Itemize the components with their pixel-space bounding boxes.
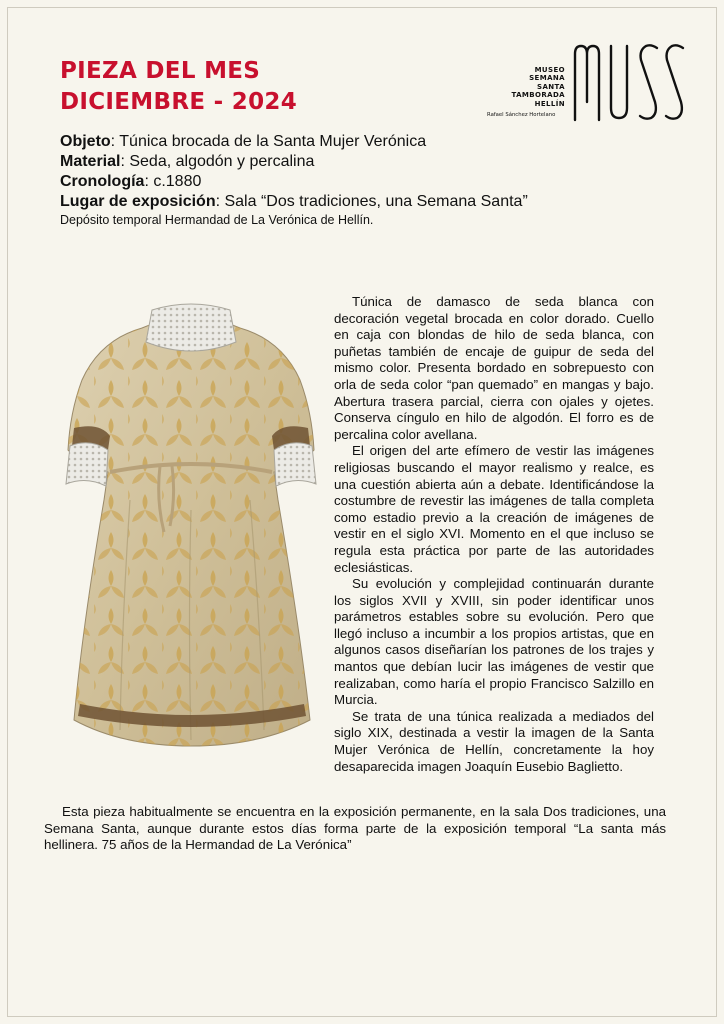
meta-label: Lugar de exposición [60, 193, 216, 210]
description-paragraph: Se trata de una túnica realizada a mediados del siglo XIX, destinada a vestir la imagen de la Santa Mujer Verónica de Hellín, concretamente la hoy desaparecida imagen Joaquín Eusebio Baglietto. [334, 708, 654, 774]
description-paragraph: El origen del arte efímero de vestir las imágenes religiosas buscando el mayor realismo y realce, es una cuestión abierta aún a debate. Identificándose la costumbre de revestir las imágenes de talla completa como estadio previo a la creación de imágenes de vestir en el siglo XVI. Momento en el que incluso se regula esta práctica por parte de las autoridades eclesiásticas. [334, 443, 654, 575]
meta-value: : Seda, algodón y percalina [120, 153, 315, 170]
logo-line: SEMANA [529, 74, 565, 83]
meta-deposito: Depósito temporal Hermandad de La Verónica de Hellín. [60, 213, 374, 227]
title-line-1: PIEZA DEL MES [60, 58, 261, 84]
logo-line: MUSEO [534, 66, 565, 74]
logo-line: HELLÍN [534, 99, 565, 108]
title-line-2: DICIEMBRE - 2024 [60, 89, 298, 115]
logo-text [511, 66, 565, 108]
meta-value: : c.1880 [144, 173, 202, 190]
meta-value: : Túnica brocada de la Santa Mujer Verónica [110, 133, 427, 150]
meta-value: : Sala “Dos tradiciones, una Semana Santa” [215, 193, 528, 210]
meta-label: Material [60, 153, 121, 170]
meta-lugar [60, 192, 528, 212]
logo-line: SANTA [537, 82, 565, 91]
description-paragraph: Su evolución y complejidad continuarán durante los siglos XVII y XVIII, sin poder identificar unos parámetros estables sobre su evolución. Pero que llegó incluso a incumbir a los propios artistas, que en algunos casos diseñarían los patrones de los trajes y mantos que debían lucir las imágenes de vestir que realizaban, como haría el propio Francisco Salzillo en Murcia. [334, 576, 654, 708]
meta-label: Cronología [60, 173, 145, 190]
museum-logo [487, 42, 687, 124]
description-paragraph: Túnica de damasco de seda blanca con decoración vegetal brocada en color dorado. Cuello en caja con blondas de hilo de seda blanca, con puñetas también de encaje de guipur de seda del mismo color. Presenta bordado en sobrepuesto con orla de seda color “pan quemado” en mangas y bajo. Abertura trasera parcial, cierra con ojales y ojetes. Conserva cíngulo en hilo de algodón. El forro es de percalina color avellana. [334, 294, 654, 442]
logo-subtitle: Rafael Sánchez Hortelano [487, 112, 556, 118]
meta-label: Objeto [60, 133, 111, 150]
tunic-photo [60, 300, 322, 760]
meta-objeto [60, 132, 528, 152]
description-text [334, 294, 654, 775]
meta-cronologia [60, 172, 528, 192]
logo-line: TAMBORADA [511, 91, 565, 100]
object-metadata [60, 132, 528, 228]
page-title [60, 56, 297, 118]
meta-material [60, 152, 528, 172]
muss-logo-mark [571, 42, 687, 122]
footer-paragraph: Esta pieza habitualmente se encuentra en la exposición permanente, en la sala Dos tradiciones, una Semana Santa, aunque durante estos días forma parte de la exposición temporal “La santa más hellinera. 75 años de la Hermandad de La Verónica” [44, 804, 666, 853]
